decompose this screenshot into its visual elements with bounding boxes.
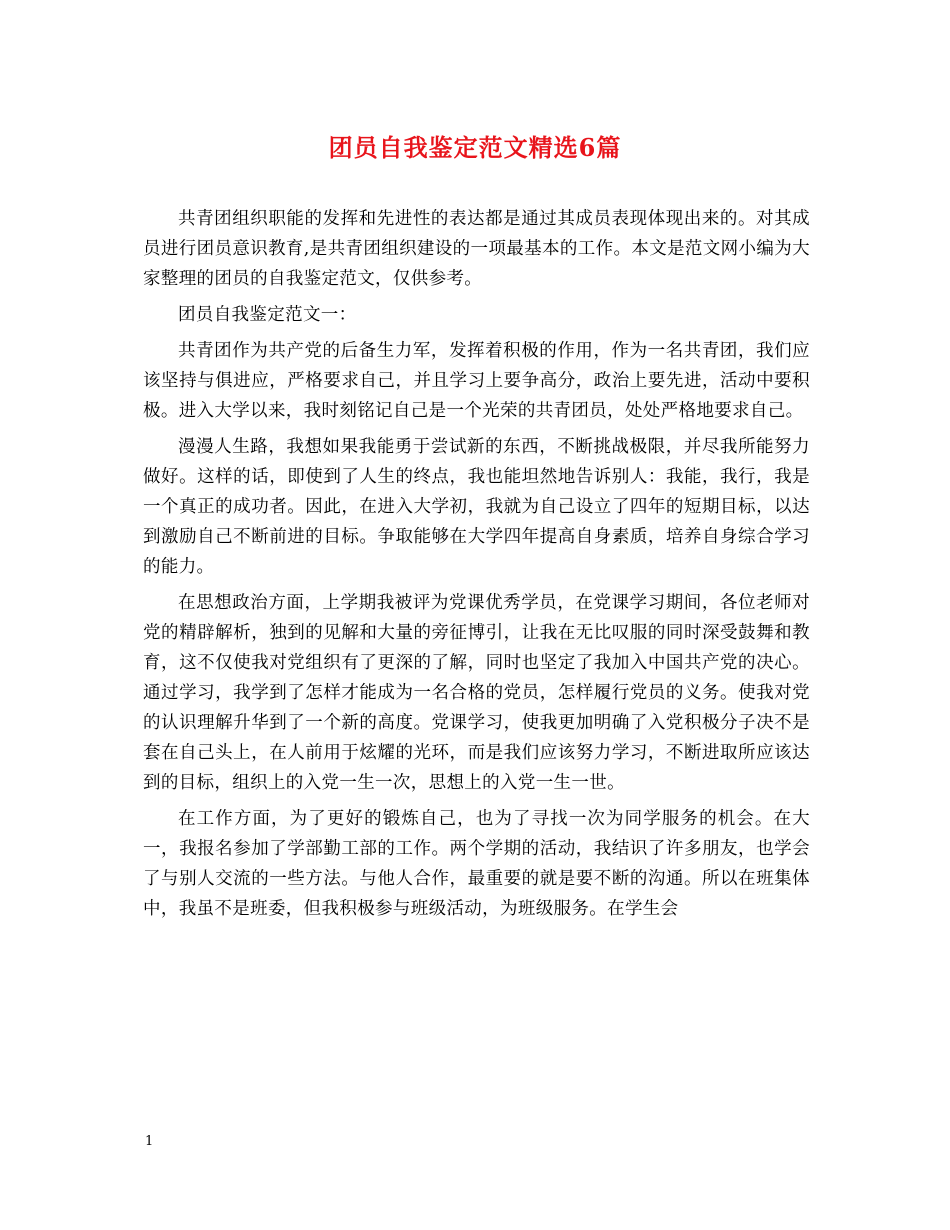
paragraph: 共青团作为共产党的后备生力军，发挥着积极的作用，作为一名共青团，我们应该坚持与俱进应，严格要求自己，并且学习上要争高分，政治上要先进，活动中要积极。进入大学以来，我时刻铭记自己是一个光荣的共青团员，处处严格地要求自己。 bbox=[143, 341, 810, 421]
paragraph: 漫漫人生路，我想如果我能勇于尝试新的东西，不断挑战极限，并尽我所能努力做好。这样的话，即使到了人生的终点，我也能坦然地告诉别人：我能，我行，我是一个真正的成功者。因此，在进入大学初，我就为自己设立了四年的短期目标，以达到激励自己不断前进的目标。争取能够在大学四年提高自身素质，培养自身综合学习的能力。 bbox=[143, 437, 810, 577]
document-body bbox=[143, 204, 810, 924]
paragraph: 在工作方面，为了更好的锻炼自己，也为了寻找一次为同学服务的机会。在大一，我报名参加了学部勤工部的工作。两个学期的活动，我结识了许多朋友，也学会了与别人交流的一些方法。与他人合作，最重要的就是要不断的沟通。所以在班集体中，我虽不是班委，但我积极参与班级活动，为班级服务。在学生会 bbox=[143, 809, 810, 919]
document-title: 团员自我鉴定范文精选6篇 bbox=[328, 133, 622, 162]
paragraph-section-heading: 团员自我鉴定范文一： bbox=[178, 305, 357, 325]
paragraph-intro: 共青团组织职能的发挥和先进性的表达都是通过其成员表现体现出来的。对其成员进行团员意识教育,是共青团组织建设的一项最基本的工作。本文是范文网小编为大家整理的团员的自我鉴定范文，仅供参考。 bbox=[143, 209, 810, 289]
page-number: 1 bbox=[145, 1134, 154, 1149]
paragraph: 在思想政治方面，上学期我被评为党课优秀学员，在党课学习期间，各位老师对党的精辟解析，独到的见解和大量的旁征博引，让我在无比叹服的同时深受鼓舞和教育，这不仅使我对党组织有了更深的了解，同时也坚定了我加入中国共产党的决心。通过学习，我学到了怎样才能成为一名合格的党员，怎样履行党员的义务。使我对党的认识理解升华到了一个新的高度。党课学习，使我更加明确了入党积极分子决不是套在自己头上，在人前用于炫耀的光环，而是我们应该努力学习，不断进取所应该达到的目标，组织上的入党一生一次，思想上的入党一生一世。 bbox=[143, 593, 810, 793]
